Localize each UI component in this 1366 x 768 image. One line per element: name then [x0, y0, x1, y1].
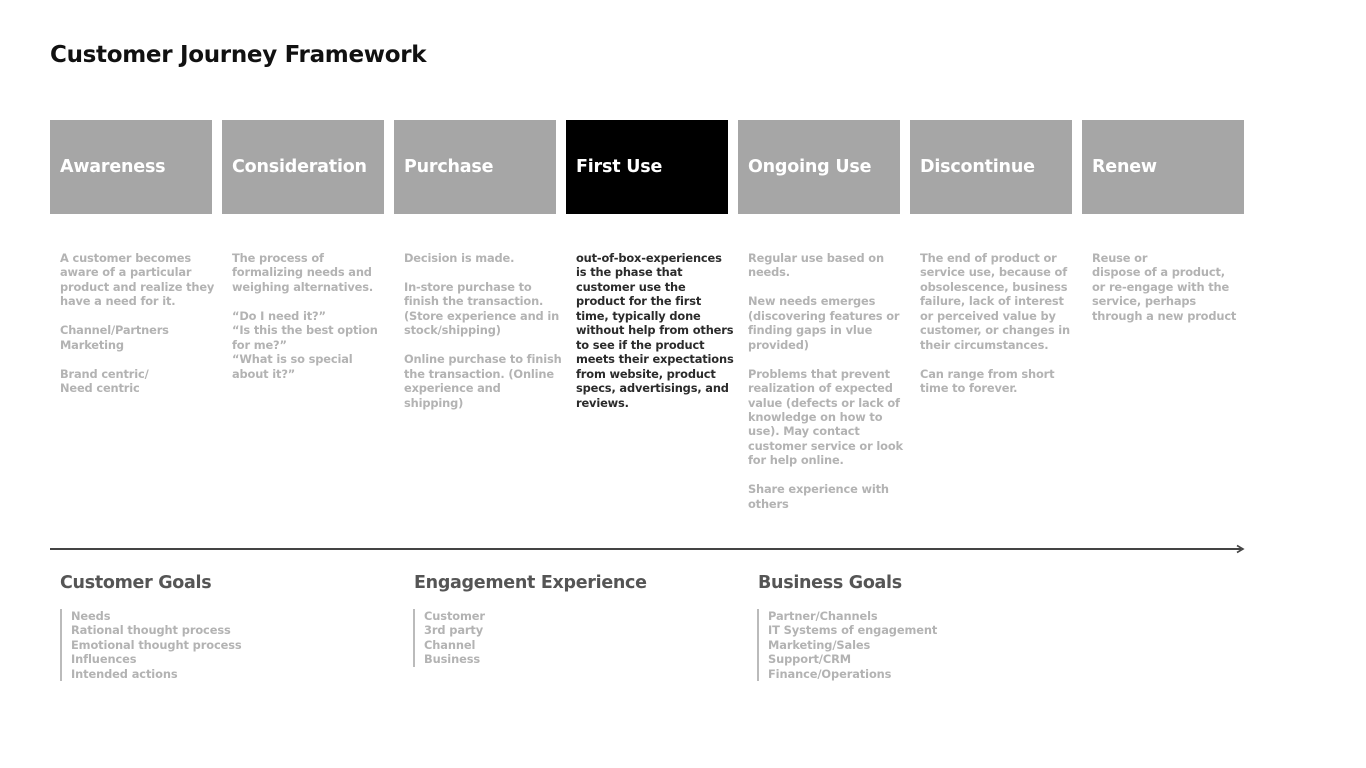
stage-ongoing-use	[738, 120, 900, 214]
stage-label: Ongoing Use	[748, 157, 872, 177]
stage-description-awareness	[60, 251, 218, 396]
business-goals-list	[757, 609, 937, 681]
description-paragraph: A customer becomes aware of a particular product and realize they have a need for it.	[60, 251, 215, 309]
list-item: Intended actions	[71, 666, 178, 681]
stage-description-consideration	[232, 251, 390, 381]
stage-awareness	[50, 120, 212, 214]
list-item: Business	[424, 652, 481, 667]
stage-label: Renew	[1092, 157, 1157, 177]
list-item: Support/CRM	[768, 652, 852, 667]
stage-description-discontinue	[920, 251, 1078, 396]
customer-goals-heading: Customer Goals	[60, 573, 212, 593]
engagement-experience-list	[413, 609, 485, 667]
description-paragraph: “Do I need it?” “Is this the best option for me?” “What is so special about it?”	[232, 308, 378, 381]
description-paragraph: Regular use based on needs.	[748, 251, 884, 280]
description-paragraph: Online purchase to finish the transaction. (Online experience and shipping)	[404, 352, 562, 410]
page-title: Customer Journey Framework	[50, 42, 427, 68]
stage-label: Awareness	[60, 157, 166, 177]
engagement-experience-heading: Engagement Experience	[414, 573, 647, 593]
list-item: Needs	[71, 609, 111, 623]
description-paragraph: Channel/Partners Marketing	[60, 323, 169, 352]
stage-discontinue	[910, 120, 1072, 214]
description-paragraph: In-store purchase to finish the transaction. (Store experience and in stock/shipping)	[404, 279, 560, 338]
business-goals-heading: Business Goals	[758, 573, 902, 593]
stage-consideration	[222, 120, 384, 214]
list-item: 3rd party	[424, 623, 484, 638]
stage-description-first-use	[576, 251, 734, 410]
list-item: Rational thought process	[71, 623, 231, 638]
stage-description-ongoing-use	[748, 251, 906, 511]
list-item: IT Systems of engagement	[768, 623, 938, 638]
stage-label: Discontinue	[920, 157, 1035, 177]
list-item: Channel	[424, 637, 476, 652]
description-paragraph: New needs emerges (discovering features or finding gaps in vlue provided)	[748, 294, 900, 352]
list-item: Customer	[424, 609, 485, 623]
list-item: Emotional thought process	[71, 637, 242, 652]
stage-description-purchase	[404, 251, 562, 410]
description-paragraph: Can range from short time to forever.	[920, 366, 1055, 396]
description-paragraph: The process of formalizing needs and weighing alternatives.	[232, 251, 374, 294]
description-paragraph: out-of-box-experiences is the phase that customer use the product for the first time, typically done without help from others to see if the product meets their expectations from website, product specs, advertisings, and reviews.	[576, 251, 734, 410]
stage-description-renew	[1092, 251, 1250, 323]
timeline-arrow	[50, 541, 1246, 557]
list-item: Finance/Operations	[768, 666, 892, 681]
description-paragraph: Share experience with others	[748, 482, 889, 511]
description-paragraph: The end of product or service use, because of obsolescence, business failure, lack of interest or perceived value by customer, or changes in their circumstances.	[920, 251, 1070, 352]
description-paragraph: Reuse or dispose of a product, or re-engage with the service, perhaps through a new product	[1092, 251, 1237, 323]
stage-purchase	[394, 120, 556, 214]
list-item: Influences	[71, 652, 137, 667]
stage-label: First Use	[576, 157, 663, 177]
description-paragraph: Decision is made.	[404, 251, 515, 265]
stage-first-use	[566, 120, 728, 214]
description-paragraph: Brand centric/ Need centric	[60, 366, 149, 396]
stage-label: Purchase	[404, 157, 494, 177]
list-item: Marketing/Sales	[768, 637, 871, 652]
description-paragraph: Problems that prevent realization of expected value (defects or lack of knowledge on how to use). May contact customer service or look for help online.	[748, 366, 903, 468]
stage-label: Consideration	[232, 157, 367, 177]
customer-goals-list	[60, 609, 242, 681]
stage-renew	[1082, 120, 1244, 214]
list-item: Partner/Channels	[768, 609, 878, 623]
